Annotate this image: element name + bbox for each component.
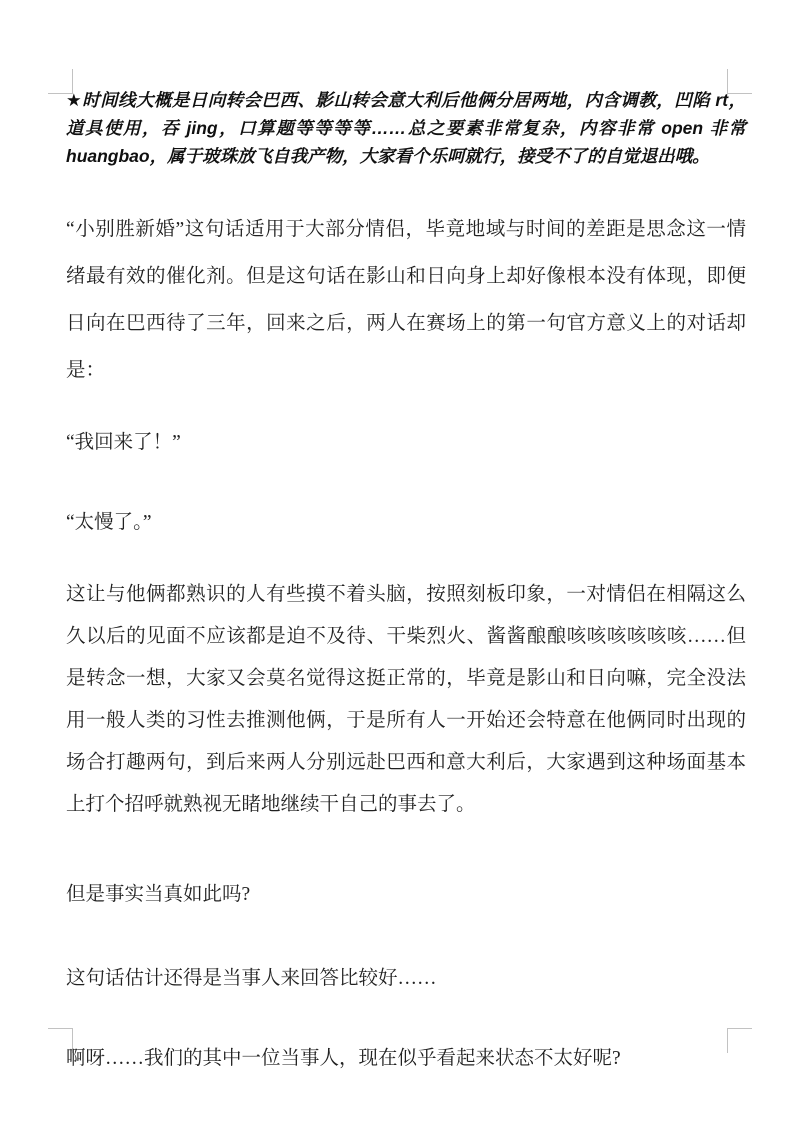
dialogue-line-1: “我回来了！”: [66, 432, 181, 453]
paragraph-intro: “小别胜新婚”这句话适用于大部分情侣，毕竟地域与时间的差距是思念这一情绪最有效的催化剂。但是这句话在影山和日向身上却好像根本没有体现，即便日向在巴西待了三年，回来之后，两人在赛场上的第一句官方意义上的对话却是：: [66, 219, 746, 381]
dialogue-line-2: “太慢了。”: [66, 512, 152, 533]
paragraph-reply: 这句话估计还得是当事人来回答比较好……: [66, 968, 437, 989]
paragraph-question: 但是事实当真如此吗?: [66, 884, 251, 905]
author-warning-note: ★时间线大概是日向转会巴西、影山转会意大利后他俩分居两地，内含调教，凹陷 rt，道具使用，吞 jing，口算题等等等等……总之要素非常复杂，内容非常 open 非常 huangbao，属于玻珠放飞自我产物，大家看个乐呵就行，接受不了的自觉退出哦。: [66, 90, 746, 166]
paragraph-final: 啊呀……我们的其中一位当事人，现在似乎看起来状态不太好呢?: [66, 1048, 621, 1069]
paragraph-long: 这让与他俩都熟识的人有些摸不着头脑，按照刻板印象，一对情侣在相隔这么久以后的见面不应该都是迫不及待、干柴烈火、酱酱酿酿咳咳咳咳咳咳……但是转念一想，大家又会莫名觉得这挺正常的，毕竟是影山和日向嘛，完全没法用一般人类的习性去推测他俩，于是所有人一开始还会特意在他俩同时出现的场合打趣两句，到后来两人分别远赴巴西和意大利后，大家遇到这种场面基本上打个招呼就熟视无睹地继续干自己的事去了。: [66, 584, 746, 815]
document-content: [66, 86, 746, 1080]
